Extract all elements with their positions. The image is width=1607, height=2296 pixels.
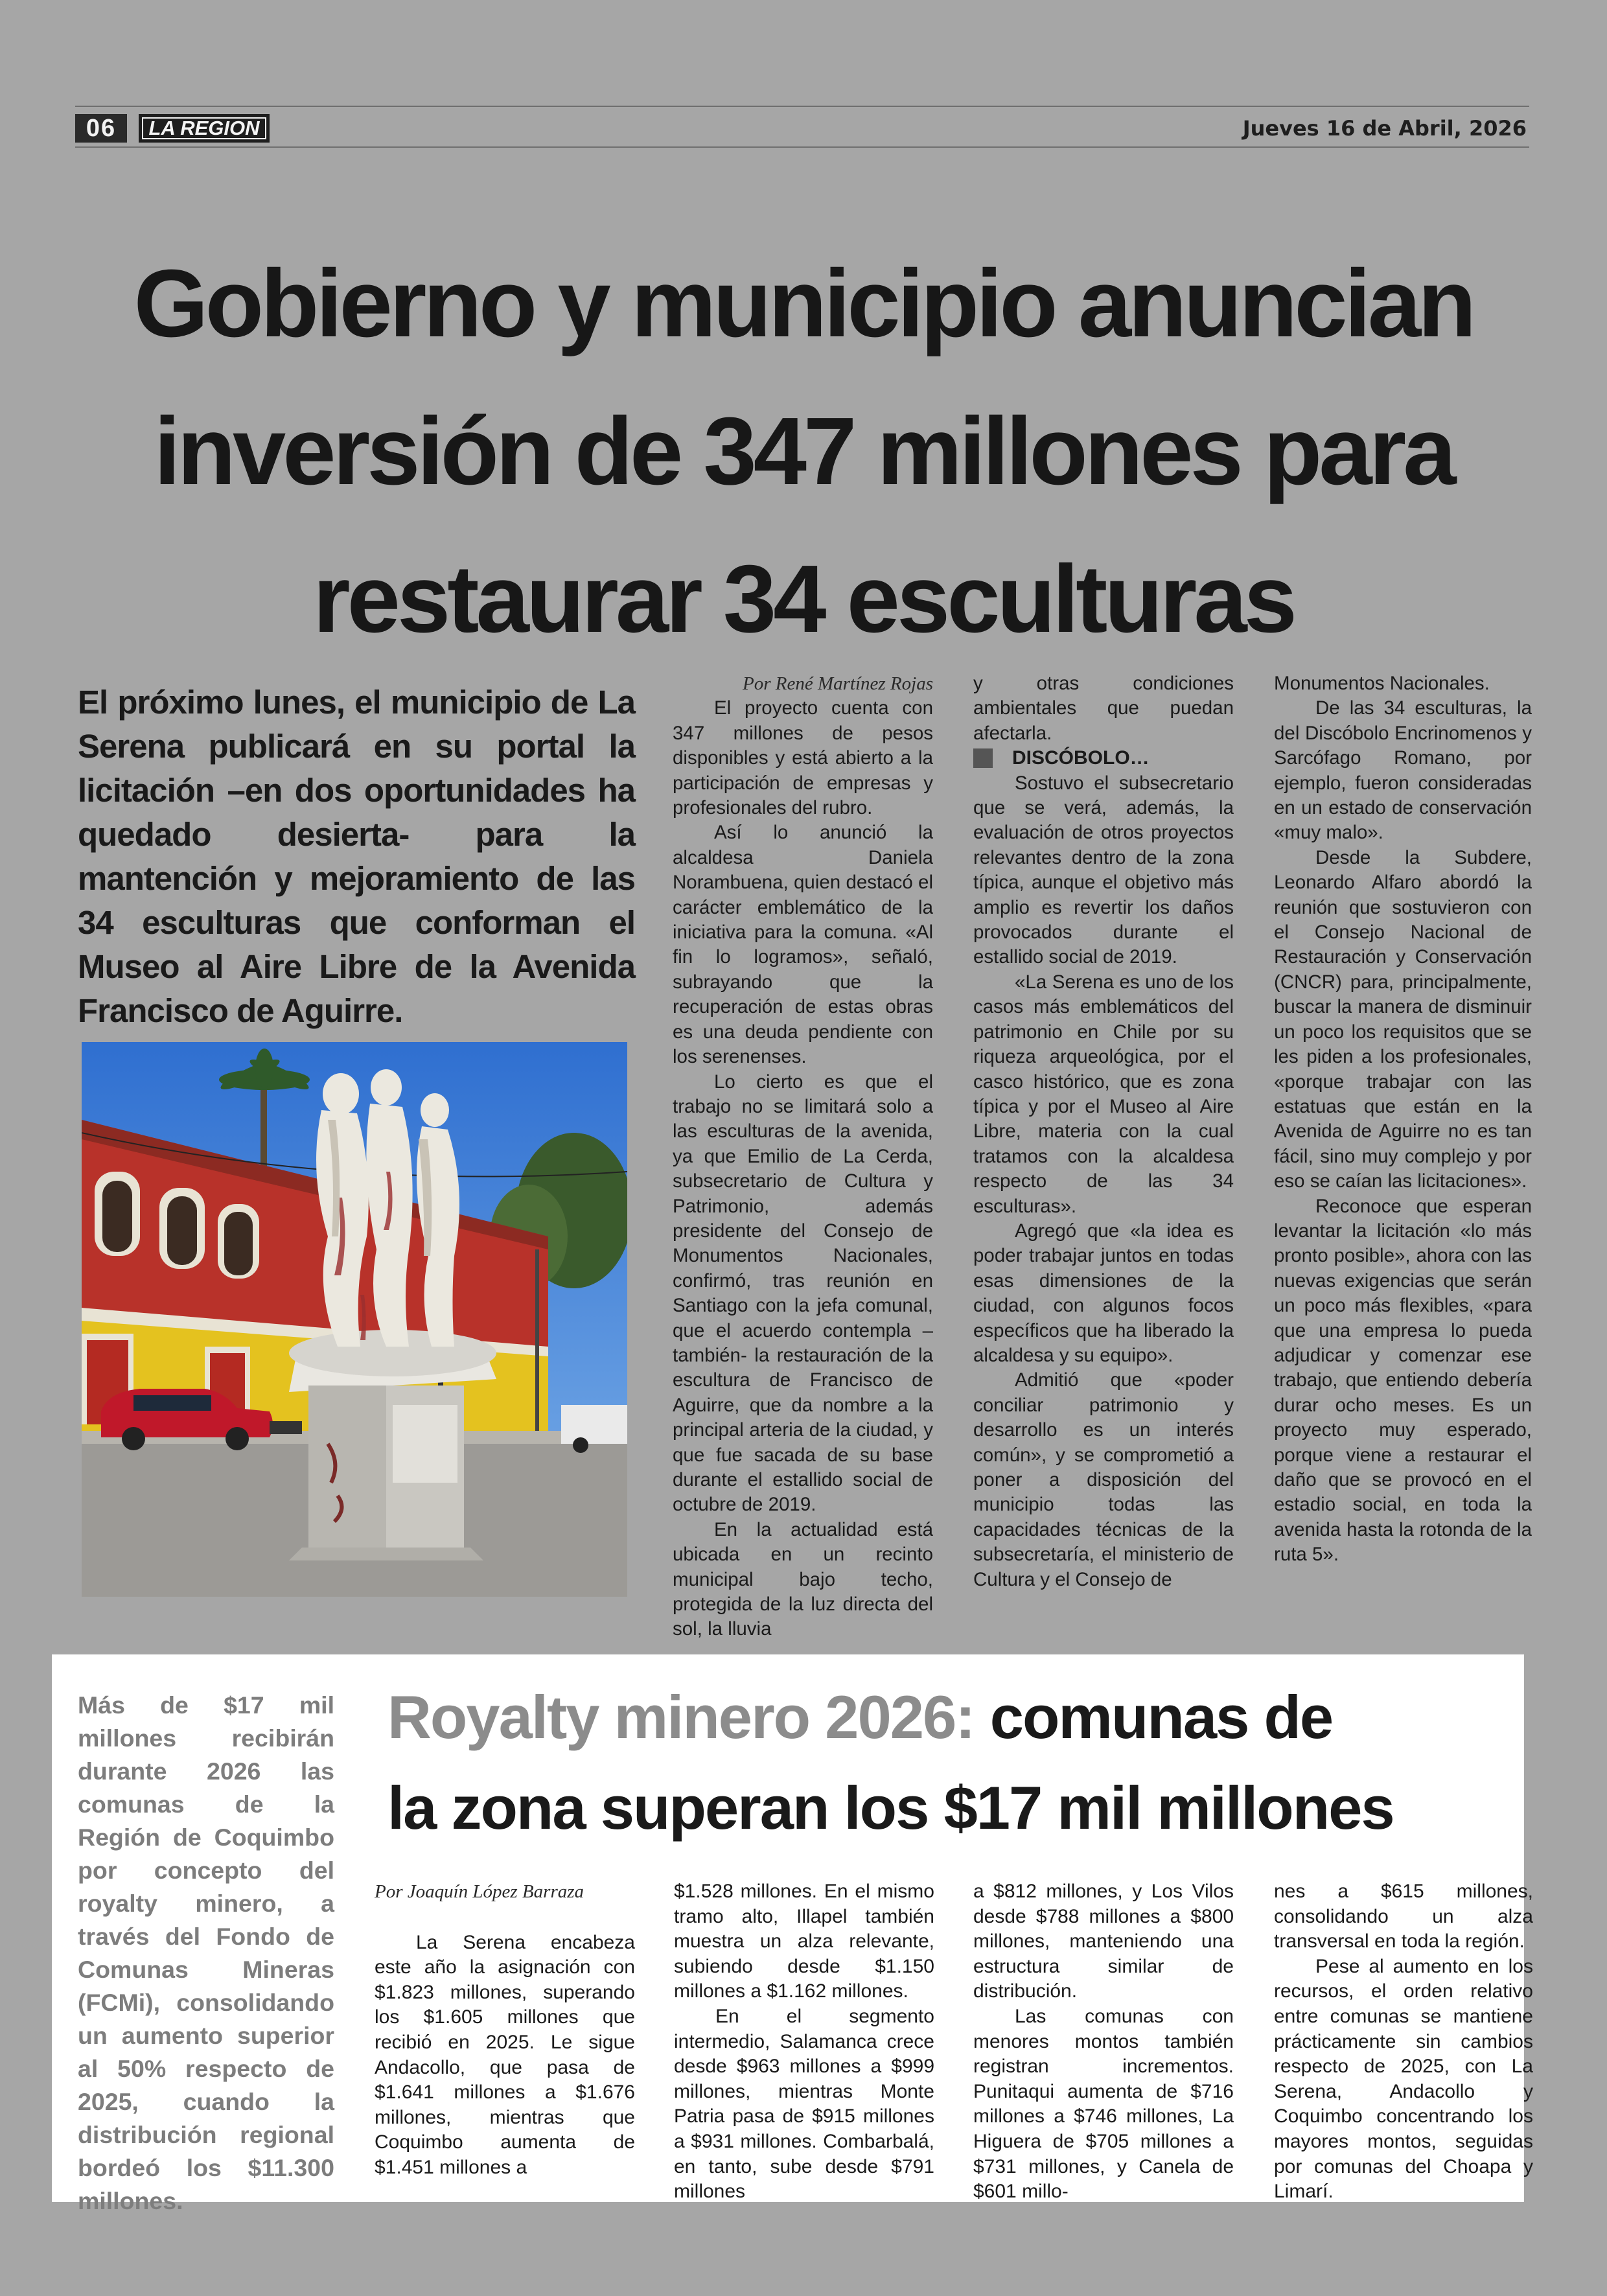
royalty-headline	[387, 1672, 1515, 1853]
paragraph: En la actualidad está ubicada en un recinto municipal bajo techo, protegida de la luz directa del sol, la lluvia	[673, 1518, 933, 1640]
headline-line: Gobierno y municipio anuncian	[133, 250, 1474, 357]
article-lead: El próximo lunes, el municipio de La Serena publicará en su portal la licitación –en dos oportunidades ha quedado desierta- para la mantención y mejoramiento de las 34 esculturas que conforman el Museo al Aire Libre de la Avenida Francisco de Aguirre.	[78, 684, 635, 1029]
paragraph: Monumentos Nacionales.	[1274, 673, 1490, 694]
royalty-byline: Por Joaquín López Barraza	[375, 1881, 584, 1902]
paragraph: Agregó que «la idea es poder trabajar juntos en todas esas dimensiones de la ciudad, con algunos focos específicos que ha liberado la alcaldesa y su equipo».	[973, 1220, 1234, 1366]
paragraph: Sostuvo el subsecretario que se verá, además, la evaluación de otros proyectos relevantes dentro de la zona típica, aunque el objetivo más amplio es revertir los daños provocados durante el estallido social de 2019.	[973, 772, 1234, 968]
royalty-column-1	[375, 1877, 635, 2181]
paragraph: De las 34 esculturas, la del Discóbolo Encrinomenos y Sarcófago Romano, por ejemplo, fueron consideradas en un estado de conservación «muy malo».	[1274, 697, 1532, 844]
issue-date: Jueves 16 de Abril, 2026	[1242, 116, 1527, 141]
headline-line: inversión de 347 millones para	[154, 398, 1453, 505]
paragraph: Desde la Subdere, Leonardo Alfaro abordó la reunión que sostuvieron con el Consejo Nacional de Restauración y Conservación (CNCR) para, principalmente, buscar la manera de disminuir un poco los requisitos que se les piden a los profesionales, «porque trabajar con las estatuas que están en la Avenida de Aguirre no es tan fácil, sino muy complejo y por eso se caían las licitaciones».	[1274, 846, 1532, 1192]
royalty-headline-text: comunas de	[974, 1683, 1333, 1751]
paragraph: «La Serena es uno de los casos más emblemáticos del patrimonio en Chile por su riqueza arqueológica, por el casco histórico, que es zona típica y por el Museo al Aire Libre, materia con la cual tratamos con la alcaldesa respecto de las 34 esculturas».	[973, 971, 1234, 1217]
header-bottom-rule	[75, 146, 1529, 148]
headline-line: restaurar 34 esculturas	[313, 546, 1294, 653]
paragraph: Admitió que «poder conciliar patrimonio y desarrollo es un interés común», y se comprometió a poner a disposición del municipio todas las capacidades técnicas de la subsecretaría, el ministerio de Cultura y el Consejo de	[973, 1369, 1234, 1590]
page-number: 06	[75, 114, 127, 143]
paragraph: Así lo anunció la alcaldesa Daniela Norambuena, quien destacó el carácter emblemático de la iniciativa para la comuna. «Al fin lo logramos», señaló, subrayando que la recuperación de estas obras es una deuda pendiente con los serenenses.	[673, 822, 933, 1068]
royalty-lead: Más de $17 mil millones recibirán durante 2026 las comunas de la Región de Coquimbo por concepto del royalty minero, a través del Fondo de Comunas Mineras (FCMi), consolidando un aumento superior al 50% respecto de 2025, cuando la distribución regional bordeó los $11.300 millones.	[78, 1691, 334, 2214]
newspaper-name-label: LA REGION	[142, 117, 266, 139]
paragraph: Pese al aumento en los recursos, el orden relativo entre comunas se mantiene prácticamente sin cambios respecto de 2025, con La Serena, Andacollo y Coquimbo concentrando los mayores montos, seguidas por comunas del Choapa y Limarí.	[1274, 1955, 1533, 2203]
article-column-2	[973, 671, 1234, 1592]
paragraph: $1.528 millones. En el mismo tramo alto, Illapel también muestra un alza relevante, subiendo desde $1.150 millones a $1.162 millones.	[674, 1881, 934, 2002]
newspaper-name	[139, 114, 270, 143]
royalty-column-4	[1274, 1879, 1533, 2205]
square-bullet-icon	[973, 748, 993, 768]
article-column-3	[1274, 671, 1532, 1568]
paragraph: En el segmento intermedio, Salamanca crece desde $963 millones a $999 millones, mientras Monte Patria pasa de $915 millones a $931 millones. Combarbalá, en tanto, sube desde $791 millones	[674, 2005, 934, 2203]
paragraph: y otras condiciones ambientales que puedan afectarla.	[973, 673, 1234, 744]
paragraph: La Serena encabeza este año la asignación con $1.823 millones, superando los $1.605 millones que recibió en 2025. Le sigue Andacollo, que pasa de $1.641 millones a $1.676 millones, mientras que Coquimbo aumenta de $1.451 millones a	[375, 1931, 635, 2178]
paragraph: a $812 millones, y Los Vilos desde $788 millones a $800 millones, manteniendo una estructura similar de distribución.	[973, 1881, 1234, 2002]
subhead-text: DISCÓBOLO…	[1012, 747, 1150, 769]
royalty-headline-line-2: la zona superan los $17 mil millones	[387, 1774, 1394, 1842]
royalty-headline-highlight: Royalty minero 2026:	[387, 1683, 975, 1751]
paragraph: Reconoce que esperan levantar la licitación «lo más pronto posible», ahora con las nuevas exigencias que serán un poco más flexibles, «para que una empresa lo pueda adjudicar y comenzar ese trabajo, que entiendo debería durar ocho meses. Es un proyecto muy esperado, porque viene a restaurar el daño que se provocó en el estadio social, en toda la avenida hasta la rotonda de la ruta 5».	[1274, 1195, 1532, 1566]
royalty-headline-line-1	[387, 1672, 1515, 1763]
article-column-1	[673, 671, 933, 1642]
main-headline	[91, 230, 1516, 673]
sculpture-photo	[82, 1042, 627, 1597]
royalty-column-2	[674, 1879, 934, 2205]
paragraph: nes a $615 millones, consolidando un alza transversal en toda la región.	[1274, 1881, 1533, 1953]
royalty-column-3	[973, 1879, 1234, 2205]
paragraph: El proyecto cuenta con 347 millones de pesos disponibles y está abierto a la participación de empresas y profesionales del rubro.	[673, 697, 933, 819]
header-top-rule	[75, 106, 1529, 107]
paragraph: Las comunas con menores montos también registran incrementos. Punitaqui aumenta de $716 millones a $746 millones, La Higuera de $705 millones a $731 millones, y Canela de $601 millo-	[973, 2005, 1234, 2203]
article-byline: Por René Martínez Rojas	[743, 673, 933, 694]
section-subhead	[973, 746, 1234, 771]
paragraph: Lo cierto es que el trabajo no se limitará solo a las esculturas de la avenida, ya que Emilio de La Cerda, subsecretario de Cultura y Patrimonio, además presidente del Consejo de Monumentos Nacionales, confirmó, tras reunión en Santiago con la jefa comunal, que el acuerdo contempla –también- la restauración de la escultura de Francisco de Aguirre, que da nombre a la principal arteria de la ciudad, y que fue sacada de su base durante el estallido social de octubre de 2019.	[673, 1071, 933, 1516]
